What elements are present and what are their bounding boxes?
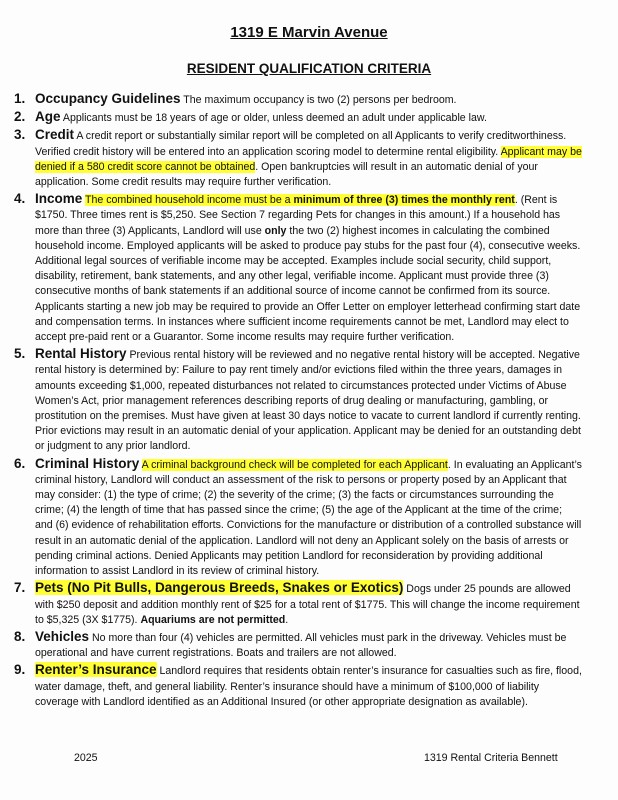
item-text: The maximum occupancy is two (2) persons per bedroom. [180,94,457,106]
criteria-item-occupancy [14,91,582,108]
item-number: 9. [14,662,26,678]
item-text: Previous rental history will be reviewed and no negative rental history will be accepted. Negative rental history is determined by: Failure to pay rent timely and/or evictions filed within the three years, damages in amounts exceeding $1,000, repeated disturbances not related to circumstances protected under Victims of Abuse Women’s Act, prior management references describing reports of drug dealing or manufacturing, gambling, or prostitution on the premises. Must have given at least 30 days notice to vacate to current landlord if currently renting. Prior evictions may result in an automatic denial of your application. Applicant may be denied for an outstanding debt or judgment to any prior landlord. [35,349,581,453]
item-text: Applicants must be 18 years of age or older, unless deemed an adult under applicable law. [60,112,487,125]
item-text: A credit report or substantially similar report will be completed on all Applicants to verify creditworthiness. Verified credit history will be entered into an application scoring model to determine rental eligibility. [35,130,567,158]
criteria-item-renters-insurance [14,662,582,710]
item-number: 1. [14,91,26,106]
item-heading: Rental History [35,346,127,362]
item-heading: Income [35,191,83,207]
item-heading: Criminal History [35,455,140,471]
criteria-list [14,91,582,711]
document-subtitle: RESIDENT QUALIFICATION CRITERIA [186,61,432,76]
item-number: 7. [14,580,26,596]
item-text: Landlord requires that residents obtain renter’s insurance for casualties such as fire, flood, water damage, theft, and general liability. Renter’s insurance should have a minimum of $100,000 of liability coverage with Landlord identified as an Additional Insured (or other appropriate designation as available). [35,665,582,708]
item-heading: Vehicles [35,628,90,644]
item-heading: Renter’s Insurance [35,662,157,678]
bold-text: only [264,224,287,237]
item-text: . [285,613,289,626]
item-text: . In evaluating an Applicant’s criminal history, Landlord will conduct an assessment of the risk to persons or property posed by an Applicant that may consider: (1) the type of crime; (2) the severity of the crime; (3) the facts or circumstances surrounding the crime; (4) the length of time that has passed since the crime; (5) the age of the Applicant at the time of the crime; and (6) evidence of rehabilitation efforts. Convictions for the manufacture or distribution of a controlled substance will result in an automatic denial of the application. Landlord will not deny an Applicant solely on the basis of arrests or pending criminal actions. Denied Applicants may petition Landlord for reconsideration by providing additional information to assist Landlord in its review of criminal history. [35,458,582,578]
highlighted-text: A criminal background check will be completed for each Applicant [141,458,448,471]
bold-text: Aquariums are not permitted [140,613,286,626]
criteria-item-vehicles [14,629,582,661]
document-title: 1319 E Marvin Avenue [230,24,388,41]
item-number: 5. [14,346,26,362]
item-text: . Open bankruptcies will result in an automatic denial of your application. Some credit results may require further verification. [35,160,538,189]
item-number: 3. [14,127,26,143]
item-heading: Occupancy Guidelines [35,91,181,106]
item-text: Dogs under 25 pounds are allowed with $250 deposit and addition monthly rent of $25 for a total rent of $1775. This will change the income requirement to $5,325 (3X $1775). [35,583,580,626]
footer-year: 2025 [74,752,98,764]
criteria-item-credit [14,127,582,190]
item-heading: Pets (No Pit Bulls, Dangerous Breeds, Snakes or Exotics) [35,580,404,596]
item-number: 2. [14,109,26,125]
highlighted-text: Applicant may be denied if a 580 credit score cannot be obtained [35,145,582,173]
footer-document-name: 1319 Rental Criteria Bennett [424,752,558,764]
item-text: . (Rent is $1750. Three times rent is $5,250. See Section 7 regarding Pets for changes in this amount.) If a household has more than three (3) Applicants, Landlord will use [35,194,561,237]
item-text: the two (2) highest incomes in calculating the combined household income. Employed applicants will be asked to produce pay stubs for the past four (4), consecutive weeks. Additional legal sources of verifiable income may be accepted. Examples include social security, child support, disability, retirement, bank statements, and any other legal, verifiable income. Applicant must provide three (3) consecutive months of bank statements if an additional source of income cannot be confirmed from its source. Applicants starting a new job may be required to provide an Offer Letter on employer letterhead confirming start date and compensation terms. In instances where sufficient income requirements cannot be met, Landlord may elect to accept pre-paid rent or a Guarantor. Some income results may require further verification. [35,224,581,344]
criteria-item-criminal-history [14,456,582,580]
criteria-item-rental-history [14,346,582,454]
criteria-item-age [14,109,582,126]
item-text: No more than four (4) vehicles are permitted. All vehicles must park in the driveway. Vehicles must be operational and have current registrations. Boats and trailers are not allowed. [35,631,567,660]
criteria-item-pets [14,580,582,628]
item-number: 8. [14,628,26,644]
item-number: 6. [14,455,26,471]
highlighted-bold-text: minimum of three (3) times the monthly rent [293,194,515,207]
item-heading: Age [35,109,61,125]
highlighted-text: The combined household income must be a [85,194,294,207]
item-number: 4. [14,191,26,207]
item-heading: Credit [35,127,75,143]
criteria-item-income [14,191,582,345]
